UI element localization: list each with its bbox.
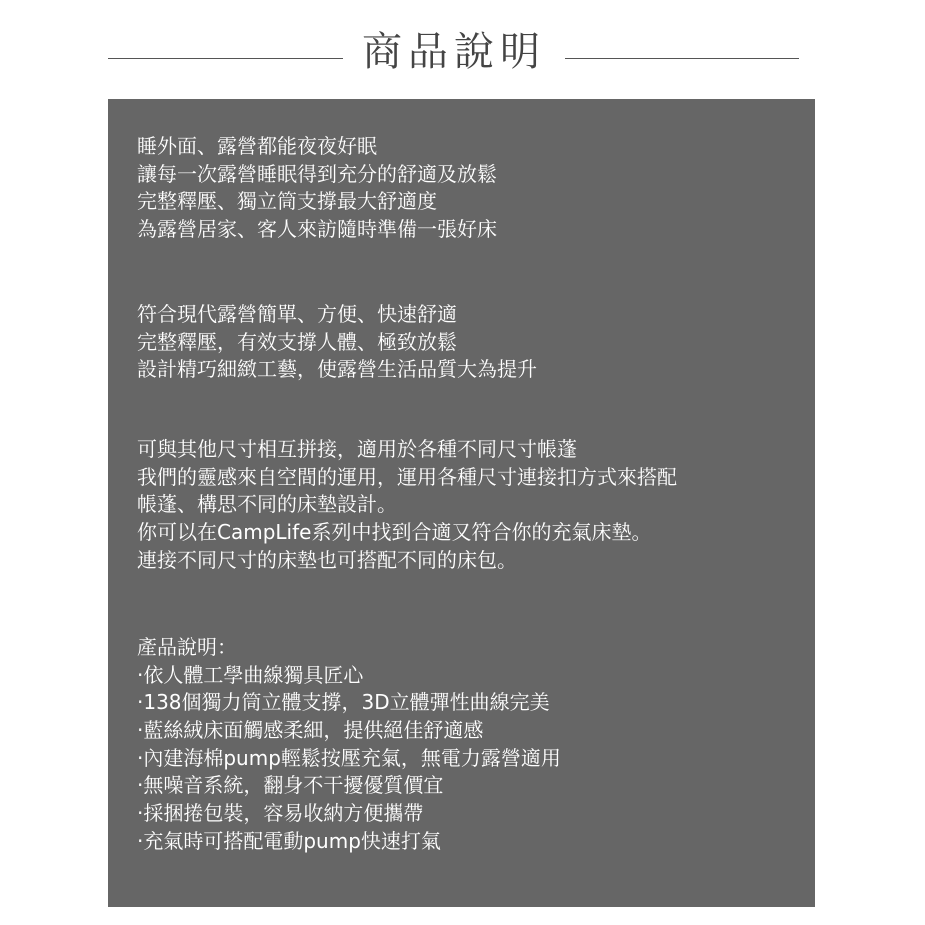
- feature-list: [137, 634, 807, 856]
- connection-line: 帳蓬、構思不同的床墊設計。: [137, 492, 397, 517]
- connection-line: 我們的靈感來自空間的運用，運用各種尺寸連接扣方式來搭配: [137, 464, 677, 489]
- intro-line: 睡外面、露營都能夜夜好眠: [137, 134, 377, 158]
- intro-paragraph: [137, 133, 807, 244]
- comfort-line: 符合現代露營簡單、方便、快速舒適: [137, 302, 457, 326]
- intro-line: 為露營居家、客人來訪隨時準備一張好床: [137, 217, 497, 242]
- intro-line: 讓每一次露營睡眠得到充分的舒適及放鬆: [137, 161, 497, 186]
- feature-list-title: 產品說明：: [137, 635, 237, 659]
- feature-item: ·依人體工學曲線獨具匠心: [137, 662, 364, 687]
- feature-item: ·138個獨力筒立體支撐，3D立體彈性曲線完美: [137, 690, 550, 715]
- section-title: 商品說明: [362, 29, 546, 75]
- header-divider-right: [565, 58, 799, 59]
- connection-paragraph: [137, 436, 807, 574]
- feature-item: ·藍絲絨床面觸感柔細，提供絕佳舒適感: [137, 718, 484, 743]
- comfort-line: 完整釋壓，有效支撐人體、極致放鬆: [137, 329, 457, 354]
- connection-line: 連接不同尺寸的床墊也可搭配不同的床包。: [137, 547, 517, 572]
- section-header: [0, 0, 925, 100]
- feature-item: ·採捆捲包裝，容易收納方便攜帶: [137, 801, 424, 826]
- connection-line: 你可以在CampLife系列中找到合適又符合你的充氣床墊。: [137, 520, 652, 545]
- feature-item: ·充氣時可搭配電動pump快速打氣: [137, 828, 441, 853]
- connection-line: 可與其他尺寸相互拼接，適用於各種不同尺寸帳蓬: [137, 437, 577, 461]
- feature-item: ·內建海棉pump輕鬆按壓充氣，無電力露營適用: [137, 745, 561, 770]
- comfort-paragraph: [137, 301, 807, 384]
- header-divider-left: [108, 58, 343, 59]
- description-panel: [108, 99, 815, 907]
- comfort-line: 設計精巧細緻工藝，使露營生活品質大為提升: [137, 357, 537, 382]
- intro-line: 完整釋壓、獨立筒支撐最大舒適度: [137, 189, 437, 214]
- feature-item: ·無噪音系統，翻身不干擾優質價宜: [137, 773, 444, 798]
